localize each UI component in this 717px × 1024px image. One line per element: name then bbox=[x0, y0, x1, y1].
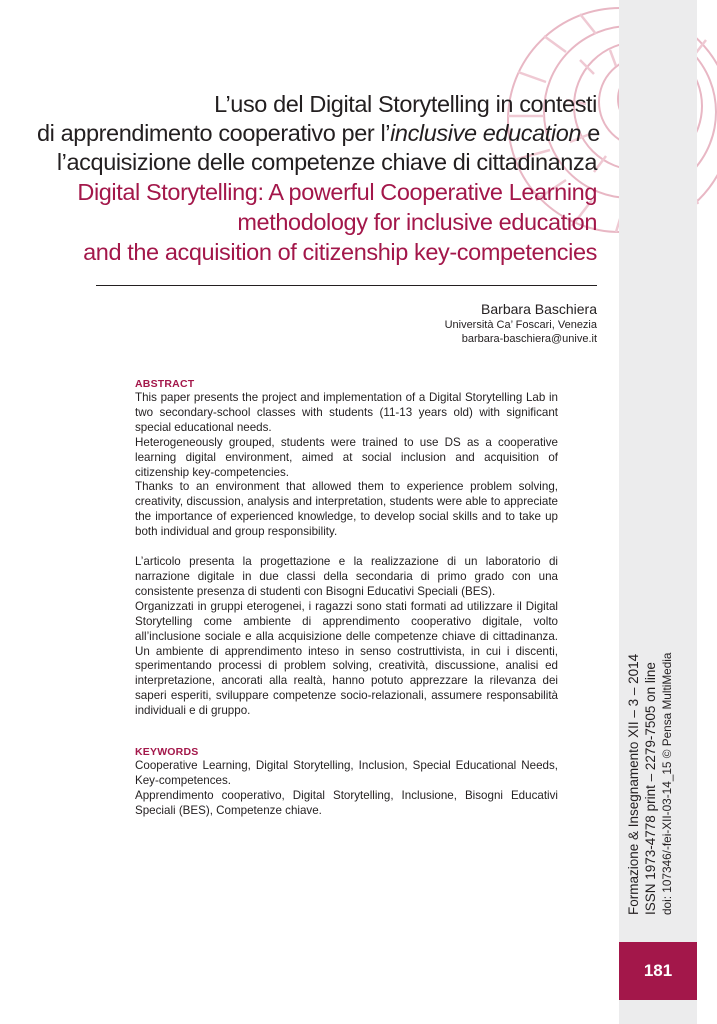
abstract-en-paragraph-1: This paper presents the project and implementation of a Digital Storytelling Lab in two secondary-school classes with students (11-13 years old) with significant special educational needs. bbox=[135, 391, 558, 434]
journal-doi: doi: 107346/-fei-XII-03-14_15 © Pensa MultiMedia bbox=[660, 652, 674, 915]
abstract-en-paragraph-2: Heterogeneously grouped, students were trained to use DS as a cooperative learning digital environment, aimed at social inclusion and acquisition of citizenship key-competencies. bbox=[135, 435, 558, 479]
abstract-heading: ABSTRACT bbox=[135, 378, 195, 390]
title-divider bbox=[96, 285, 597, 286]
author-block bbox=[445, 300, 597, 346]
author-email: barbara-baschiera@unive.it bbox=[461, 333, 597, 345]
title-it-line1: L’uso del Digital Storytelling in contesti bbox=[214, 91, 597, 117]
author-affiliation: Università Ca’ Foscari, Venezia bbox=[444, 319, 597, 331]
title-en-line1: Digital Storytelling: A powerful Cooperative Learning bbox=[77, 179, 597, 205]
keywords-section bbox=[135, 745, 558, 819]
keywords-heading: KEYWORDS bbox=[135, 746, 199, 758]
keywords-en: Cooperative Learning, Digital Storytelling, Inclusion, Special Educational Needs, Key-competences. bbox=[135, 759, 558, 787]
title-english bbox=[37, 177, 597, 267]
abstract-section bbox=[135, 377, 558, 719]
keywords-it: Apprendimento cooperativo, Digital Storytelling, Inclusione, Bisogni Educativi Speciali (BES), Competenze chiave. bbox=[135, 788, 558, 817]
title-en-line3: and the acquisition of citizenship key-competencies bbox=[83, 239, 597, 265]
title-it-emphasis: inclusive education bbox=[390, 120, 582, 146]
author-name: Barbara Baschiera bbox=[481, 301, 597, 317]
journal-issn: ISSN 1973-4778 print – 2279-7505 on line bbox=[643, 662, 658, 915]
journal-title: Formazione & Insegnamento XII – 3 – 2014 bbox=[626, 653, 641, 915]
abstract-it-paragraph-1: L’articolo presenta la progettazione e la realizzazione di un laboratorio di narrazione digitale in due classi della secondaria di primo grado con una consistente presenza di studenti con Bisogni Educativi Speciali (BES). bbox=[135, 555, 558, 598]
abstract-en-paragraph-3: Thanks to an environment that allowed them to experience problem solving, creativity, discussion, analysis and interpretation, students were able to appreciate the importance of experienced knowledge, to develop social skills and to take up both individual and group responsibility. bbox=[135, 480, 558, 539]
title-en-line2: methodology for inclusive education bbox=[237, 209, 597, 235]
abstract-it-paragraph-2: Organizzati in gruppi eterogenei, i ragazzi sono stati formati ad utilizzare il Digital Storytelling come ambiente di apprendimento cooperativo digitale, volto all’inclusione sociale e alla acquisizione delle competenze chiave di cittadinanza. Un ambiente di apprendimento inteso in senso costruttivista, in cui i discenti, sperimentando processi di problem solving, creatività, discussione, analisi ed interpretazione, ancorati alla realtà, hanno potuto apprezzare la rilevanza dei saperi esperiti, sviluppare competenze socio-relazionali, assumere responsabilità individuali e di gruppo. bbox=[135, 599, 558, 718]
title-it-line2: di apprendimento cooperativo per l’inclusive education e bbox=[37, 120, 600, 146]
title-italian bbox=[37, 90, 600, 177]
title-it-line3: l’acquisizione delle competenze chiave di cittadinanza bbox=[56, 149, 597, 175]
page-number: 181 bbox=[619, 942, 697, 1000]
title-block bbox=[37, 90, 600, 267]
